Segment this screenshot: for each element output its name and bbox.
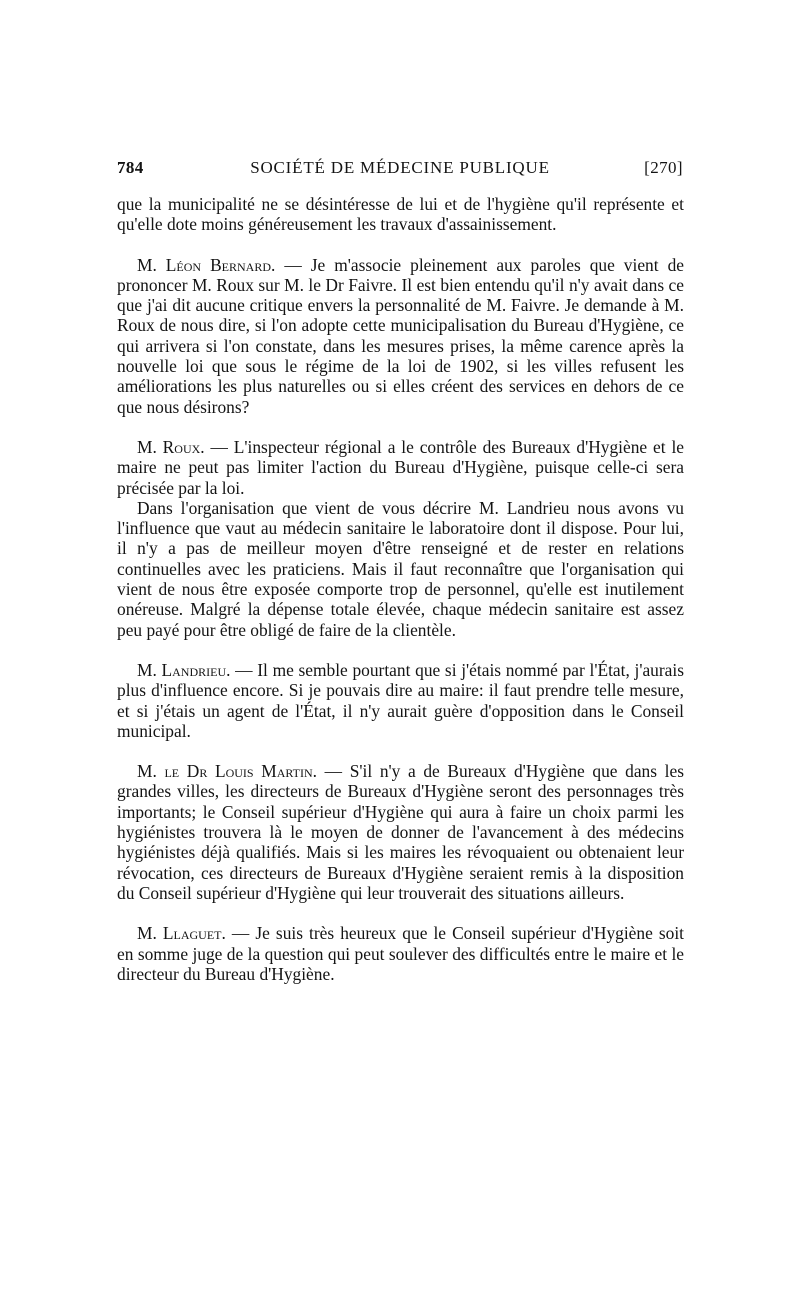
- speaker-name: M. Roux. —: [137, 436, 228, 457]
- paragraph-text: Je suis très heureux que le Conseil supérieur d'Hygiène soit en somme juge de la question qui peut soulever des difficultés entre le maire et le directeur du Bureau d'Hygiène.: [117, 923, 684, 984]
- paragraph-llaguet: [117, 923, 684, 984]
- paragraph-louis-martin: [117, 761, 684, 903]
- paragraph-roux-continued: [117, 498, 684, 640]
- speaker-name: M. Léon Bernard. —: [137, 254, 302, 275]
- speaker-name: M. Llaguet. —: [137, 923, 250, 944]
- paragraph-roux: [117, 437, 684, 498]
- paragraph-text: Il me semble pourtant que si j'étais nommé par l'État, j'aurais plus d'influence encore. Si je pouvais dire au maire: il faut prendre telle mesure, et si j'étais un agent de l'État, il n'y aurait guère d'opposition dans le Conseil municipal.: [117, 659, 684, 741]
- paragraph-text: que la municipalité ne se désintéresse de lui et de l'hygiène qu'il représente et qu'elle dote moins généreusement les travaux d'assainissement.: [117, 194, 684, 235]
- running-header: [117, 158, 683, 184]
- speaker-name: M. Landrieu. —: [137, 659, 253, 680]
- page-number: 784: [117, 158, 144, 177]
- text-body: [117, 194, 684, 984]
- paragraph-text: Dans l'organisation que vient de vous décrire M. Landrieu nous avons vu l'influence que vaut au médecin sanitaire le laboratoire dont il dispose. Pour lui, il n'y a pas de meilleur moyen d'être renseigné et de rester en relations continuelles avec les praticiens. Mais il faut reconnaître que l'organisation qui vient de nous être exposée comporte trop de personnel, qu'elle est inutilement onéreuse. Malgré la dépense totale élevée, chaque médecin sanitaire est assez peu payé pour être obligé de faire de la clientèle.: [117, 497, 684, 640]
- bracket-reference: [270]: [644, 158, 683, 177]
- paragraph-leon-bernard: [117, 255, 684, 417]
- paragraph-landrieu: [117, 660, 684, 741]
- paragraph-text: S'il n'y a de Bureaux d'Hygiène que dans les grandes villes, les directeurs de Bureaux d'Hygiène seront des personnages très importants; le Conseil supérieur d'Hygiène qui aura à faire un choix parmi les hygiénistes trouvera là le moyen de donner de l'avancement à des médecins hygiénistes déjà qualifiés. Mais si les maires les révoquaient ou obtenaient leur révocation, ces directeurs de Bureaux d'Hygiène seraient remis à la disposition du Conseil supérieur d'Hygiène qui leur trouverait des situations ailleurs.: [117, 761, 684, 903]
- running-title: SOCIÉTÉ DE MÉDECINE PUBLIQUE: [250, 158, 550, 177]
- paragraph-text: L'inspecteur régional a le contrôle des Bureaux d'Hygiène et le maire ne peut pas limiter l'action du Bureau d'Hygiène, puisque celle-ci sera précisée par la loi.: [117, 436, 684, 498]
- paragraph-text: Je m'associe pleinement aux paroles que vient de prononcer M. Roux sur M. le Dr Faivre. Il est bien entendu qu'il n'y avait dans ce que j'ai dit aucune critique envers la personnalité de M. Faivre. Je demande à M. Roux de nous dire, si l'on adopte cette municipalisation du Bureau d'Hygiène, ce qui arrivera si l'on constate, dans les mesures prises, la même carence après la nouvelle loi que sous le régime de la loi de 1902, si les villes refusent les améliorations les plus naturelles ou si elles créent des services en dehors de ce que nous désirons?: [117, 254, 684, 417]
- speaker-name: M. le Dr Louis Martin. —: [137, 761, 343, 782]
- paragraph-continuation: [117, 194, 684, 235]
